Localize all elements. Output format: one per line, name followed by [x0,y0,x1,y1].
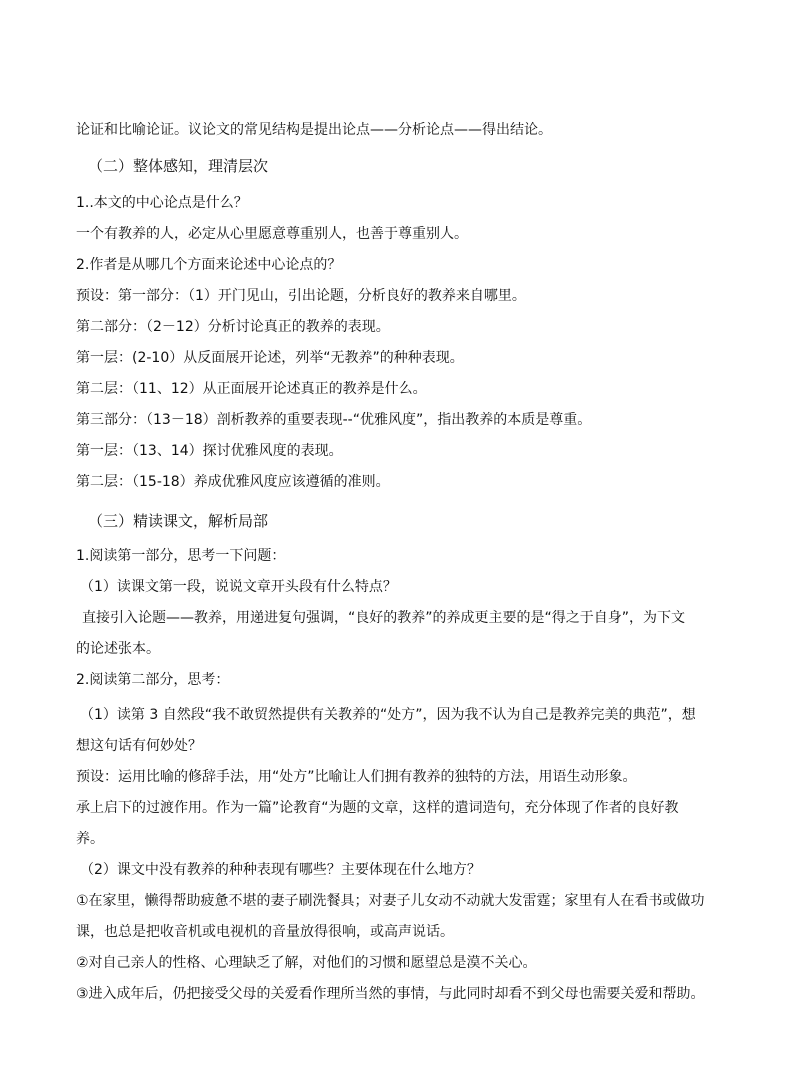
answer-2-part-1: 预设：第一部分：（1）开门见山，引出论题，分析良好的教养来自哪里。 [76,288,526,304]
question-2: 2.作者是从哪几个方面来论述中心论点的？ [76,257,342,273]
reading-question-2-1-line-2: 想这句话有何妙处？ [76,738,202,754]
section-heading-2: （二）整体感知，理清层次 [88,157,269,175]
reading-task-2: 2.阅读第二部分，思考： [76,672,230,688]
reading-question-1-1: （1）读课文第一段，说说文章开头段有什么特点？ [80,579,397,595]
answer-1: 一个有教养的人，必定从心里愿意尊重别人，也善于尊重别人。 [76,226,468,242]
reading-answer-2-1-line-1: 预设：运用比喻的修辞手法，用“处方”比喻让人们拥有教养的独特的方法，用语生动形象。 [76,769,637,785]
reading-answer-2-1-line-2: 承上启下的过渡作用。作为一篇”论教育“为题的文章，这样的遣词造句，充分体现了作者的良好教 [76,800,679,816]
reading-task-1: 1.阅读第一部分，思考一下问题： [76,548,286,564]
reading-question-2-2: （2）课文中没有教养的种种表现有哪些？主要体现在什么地方？ [80,862,481,878]
section-heading-3: （三）精读课文，解析局部 [88,512,269,530]
answer-2-part-2: 第二部分：（2－12）分析讨论真正的教养的表现。 [76,319,390,335]
reading-answer-2-1-line-3: 养。 [76,831,104,847]
answer-2-part-3-layer-2: 第二层：（15-18）养成优雅风度应该遵循的准则。 [76,474,390,490]
answer-2-part-3-layer-1: 第一层：（13、14）探讨优雅风度的表现。 [76,443,343,459]
answer-2-part-2-layer-2: 第二层：（11、12）从正面展开论述真正的教养是什么。 [76,381,427,397]
reading-question-2-1-line-1: （1）读第 3 自然段“我不敢贸然提供有关教养的“处方”，因为我不认为自己是教养完美的典范”，想 [80,707,696,723]
reading-answer-2-2-item-1-line-1: ①在家里，懒得帮助疲惫不堪的妻子刷洗餐具；对妻子儿女动不动就大发雷霆；家里有人在看书或做功 [76,893,705,909]
answer-2-part-2-layer-1: 第一层：(2-10）从反面展开论述，列举“无教养”的种种表现。 [76,350,464,366]
reading-answer-2-2-item-2: ②对自己亲人的性格、心理缺乏了解，对他们的习惯和愿望总是漠不关心。 [76,955,537,971]
reading-answer-1-1-line-1: 直接引入论题——教养，用递进复句强调，“良好的教养”的养成更主要的是“得之于自身”，为下文 [82,610,686,626]
answer-2-part-3: 第三部分：（13－18）剖析教养的重要表现--“优雅风度”，指出教养的本质是尊重。 [76,412,592,428]
reading-answer-2-2-item-1-line-2: 课，也总是把收音机或电视机的音量放得很响，或高声说话。 [76,924,454,940]
intro-text-line: 论证和比喻论证。议论文的常见结构是提出论点——分析论点——得出结论。 [76,122,552,138]
question-1: 1..本文的中心论点是什么？ [76,195,248,211]
reading-answer-1-1-line-2: 的论述张本。 [76,641,160,657]
reading-answer-2-2-item-3: ③进入成年后，仍把接受父母的关爱看作理所当然的事情，与此同时却看不到父母也需要关爱和帮助。 [76,986,705,1002]
